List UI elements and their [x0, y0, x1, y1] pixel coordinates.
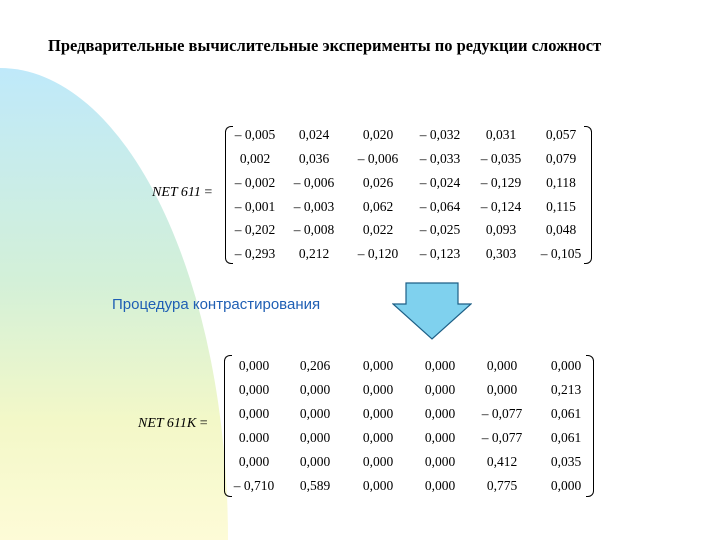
matrix-a-cell: – 0,120: [357, 246, 399, 261]
matrix-a-cell: – 0,033: [419, 151, 461, 166]
matrix-b-cell: 0,000: [362, 478, 394, 493]
matrix-a-cell: 0,022: [362, 222, 394, 237]
matrix-b-cell: 0,000: [238, 454, 270, 469]
matrix-b-left-bracket: [224, 355, 232, 497]
matrix-a-cell: – 0,293: [234, 246, 276, 261]
matrix-a-cell: 0,062: [362, 199, 394, 214]
matrix-a-cell: – 0,001: [234, 199, 276, 214]
matrix-a-cell: – 0,032: [419, 127, 461, 142]
matrix-b-cell: 0,213: [550, 382, 582, 397]
matrix-b-cell: 0,061: [550, 430, 582, 445]
matrix-a-cell: – 0,035: [480, 151, 522, 166]
matrix-a-cell: – 0,123: [419, 246, 461, 261]
matrix-a-cell: – 0,124: [480, 199, 522, 214]
matrix-b-cell: 0,412: [486, 454, 518, 469]
matrix-b-cell: 0,000: [486, 382, 518, 397]
matrix-b-cell: 0,000: [424, 382, 456, 397]
matrix-a-cell: – 0,024: [419, 175, 461, 190]
matrix-b-cell: 0,061: [550, 406, 582, 421]
matrix-a-right-bracket: [584, 126, 592, 264]
matrix-b-cell: 0,000: [424, 478, 456, 493]
matrix-b-cell: – 0,077: [481, 430, 523, 445]
matrix-b-cell: 0,775: [486, 478, 518, 493]
matrix-a-cell: – 0,006: [293, 175, 335, 190]
matrix-a-cell: 0,115: [546, 199, 576, 214]
matrix-a-cell: 0,024: [298, 127, 330, 142]
matrix-b-cell: – 0,077: [481, 406, 523, 421]
matrix-a-cell: 0,093: [485, 222, 517, 237]
matrix-a-cell: 0,026: [362, 175, 394, 190]
matrix-b-cell: 0,000: [362, 430, 394, 445]
matrix-a-cell: – 0,129: [480, 175, 522, 190]
matrix-a-cell: – 0,006: [357, 151, 399, 166]
matrix-b-cell: 0,035: [550, 454, 582, 469]
matrix-a-cell: 0,002: [239, 151, 271, 166]
matrix-a-cell: 0,031: [485, 127, 517, 142]
matrix-b-cell: 0.000: [238, 430, 270, 445]
matrix-a-equals: =: [204, 185, 213, 200]
matrix-a-cell: 0,303: [485, 246, 517, 261]
matrix-b-cell: 0,000: [362, 454, 394, 469]
matrix-b-cell: 0,000: [238, 406, 270, 421]
matrix-a-cell: 0,079: [545, 151, 577, 166]
down-arrow-icon: [392, 282, 472, 340]
matrix-a-cell: – 0,025: [419, 222, 461, 237]
matrix-a-cell: – 0,008: [293, 222, 335, 237]
matrix-b-cell: 0,000: [424, 454, 456, 469]
matrix-a-cell: – 0,064: [419, 199, 461, 214]
matrix-b-equals: =: [199, 416, 208, 431]
matrix-a-cell: 0,118: [546, 175, 576, 190]
matrix-b-cell: 0,589: [299, 478, 331, 493]
matrix-b-cell: 0,000: [424, 406, 456, 421]
matrix-a-cell: – 0,105: [540, 246, 582, 261]
matrix-a-cell: – 0,202: [234, 222, 276, 237]
matrix-b-cell: 0,000: [486, 358, 518, 373]
matrix-a-left-bracket: [225, 126, 233, 264]
matrix-a-cell: 0,020: [362, 127, 394, 142]
matrix-b-cell: 0,000: [362, 406, 394, 421]
matrix-b-cell: – 0,710: [233, 478, 275, 493]
slide-title: Предварительные вычислительные эксперименты по редукции сложност: [48, 36, 602, 55]
matrix-b-cell: 0,000: [424, 430, 456, 445]
matrix-a-cell: – 0,005: [234, 127, 276, 142]
matrix-b-cell: 0,000: [238, 358, 270, 373]
matrix-b-cell: 0,000: [299, 430, 331, 445]
procedure-label: Процедура контрастирования: [112, 296, 321, 313]
matrix-b-label: [138, 416, 208, 432]
matrix-a-cell: 0,212: [298, 246, 330, 261]
matrix-a-cell: – 0,003: [293, 199, 335, 214]
matrix-b-name: NET 611K: [138, 416, 197, 431]
matrix-b-cell: 0,000: [550, 358, 582, 373]
matrix-a-cell: 0,036: [298, 151, 330, 166]
matrix-b-cell: 0,000: [299, 382, 331, 397]
matrix-b-cell: 0,000: [299, 406, 331, 421]
matrix-b-cell: 0,000: [550, 478, 582, 493]
matrix-a-cell: 0,057: [545, 127, 577, 142]
matrix-b-cell: 0,000: [424, 358, 456, 373]
matrix-b-right-bracket: [586, 355, 594, 497]
matrix-b-cell: 0,000: [362, 382, 394, 397]
matrix-b-cell: 0,000: [362, 358, 394, 373]
matrix-a-label: [152, 185, 212, 201]
matrix-a-cell: 0,048: [545, 222, 577, 237]
matrix-b-cell: 0,206: [299, 358, 331, 373]
matrix-b-cell: 0,000: [238, 382, 270, 397]
matrix-b-cell: 0,000: [299, 454, 331, 469]
matrix-a-cell: – 0,002: [234, 175, 276, 190]
matrix-a-name: NET 611: [152, 185, 201, 200]
